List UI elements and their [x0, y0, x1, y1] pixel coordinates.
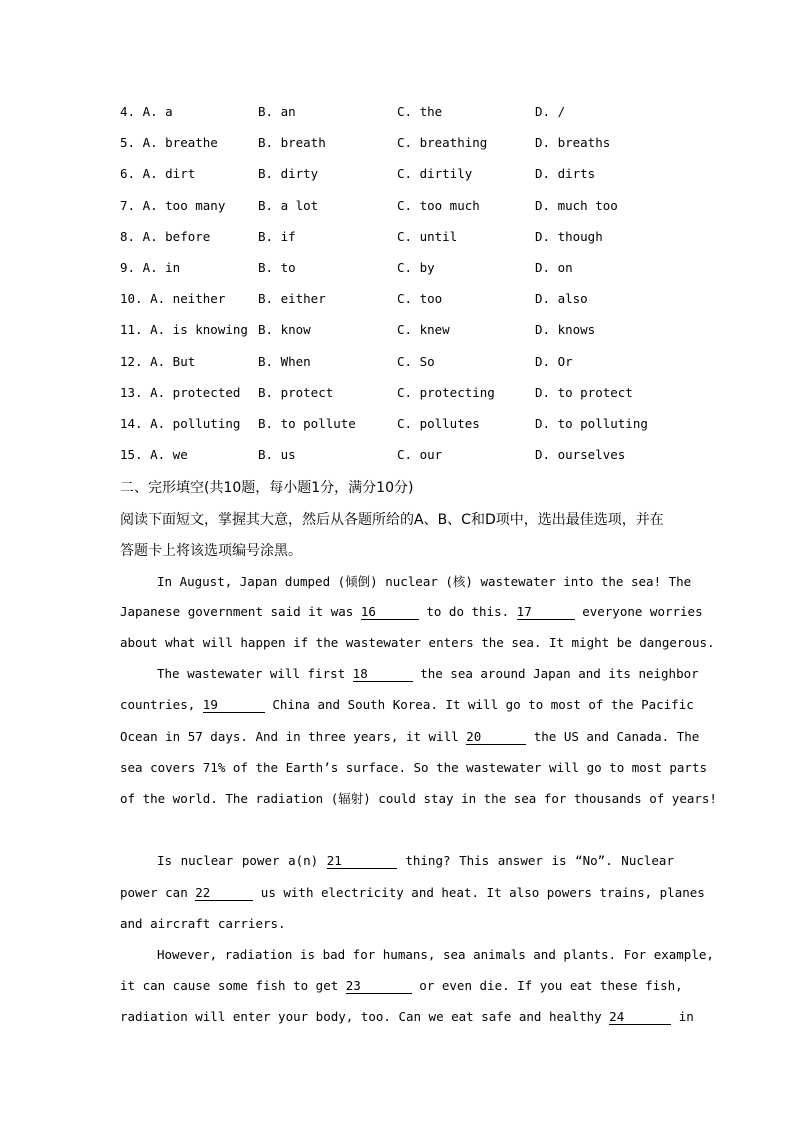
option-c: C. So	[397, 353, 435, 369]
passage-line: about what will happen if the wastewater enters the sea. It might be dangerous.	[120, 635, 715, 650]
option-d: D. on	[535, 260, 573, 275]
blank-19: 19	[203, 698, 265, 713]
option-a: 12. A. But	[120, 353, 196, 369]
option-c: C. pollutes	[397, 416, 480, 431]
option-d: D. much too	[535, 197, 618, 213]
instructions-line: 答题卡上将该选项编号涂黑。	[120, 543, 302, 559]
option-b: B. to pollute	[258, 416, 356, 431]
option-c: C. the	[397, 104, 443, 119]
option-d: D. dirts	[535, 166, 596, 182]
blank-17: 17	[517, 605, 575, 620]
option-c: C. too much	[397, 197, 480, 213]
blank-22: 22	[195, 886, 253, 901]
blank-16: 16	[361, 605, 419, 620]
passage-line: countries, 19 China and South Korea. It will go to most of the Pacific	[120, 697, 694, 712]
option-b: B. either	[258, 291, 326, 307]
option-d: D. /	[535, 104, 566, 119]
passage-line: Ocean in 57 days. And in three years, it will 20 the US and Canada. The	[120, 729, 700, 744]
option-a: 7. A. too many	[120, 197, 226, 213]
passage-line: sea covers 71% of the Earth’s surface. So the wastewater will go to most parts	[120, 760, 707, 775]
blank-23: 23	[346, 979, 412, 994]
option-b: B. know	[258, 322, 311, 338]
option-a: 6. A. dirt	[120, 166, 196, 182]
instructions-line: 阅读下面短文，掌握其大意，然后从各题所给的A、B、C和D项中，选出最佳选项，并在	[120, 512, 664, 528]
option-b: B. an	[258, 104, 296, 119]
passage-line: it can cause some fish to get 23 or even die. If you eat these fish,	[120, 978, 683, 993]
option-a: 8. A. before	[120, 228, 211, 244]
option-b: B. to	[258, 260, 296, 275]
option-c: C. too	[397, 291, 443, 307]
option-b: B. When	[258, 353, 311, 369]
passage-line: The wastewater will first 18 the sea around Japan and its neighbor	[157, 666, 699, 681]
option-d: D. ourselves	[535, 447, 626, 463]
passage-line: However, radiation is bad for humans, sea animals and plants. For example,	[157, 947, 714, 962]
blank-20: 20	[466, 730, 526, 745]
option-a: 10. A. neither	[120, 291, 226, 307]
option-d: D. to protect	[535, 384, 633, 400]
passage-line: power can 22 us with electricity and heat. It also powers trains, planes	[120, 885, 705, 900]
option-c: C. breathing	[397, 135, 488, 151]
blank-24: 24	[609, 1010, 671, 1025]
option-b: B. us	[258, 447, 296, 463]
blank-21: 21	[327, 854, 397, 869]
option-d: D. to polluting	[535, 416, 648, 431]
option-d: D. though	[535, 228, 603, 244]
option-d: D. Or	[535, 353, 573, 369]
option-c: C. until	[397, 228, 458, 244]
option-c: C. knew	[397, 322, 450, 338]
passage-line: Is nuclear power a(n) 21 thing? This answer is “No”. Nuclear	[157, 853, 674, 868]
option-c: C. dirtily	[397, 166, 473, 182]
option-a: 4. A. a	[120, 104, 173, 119]
passage-line: and aircraft carriers.	[120, 916, 286, 931]
option-c: C. our	[397, 447, 443, 463]
passage-line: Japanese government said it was 16 to do this. 17 everyone worries	[120, 604, 703, 619]
option-a: 15. A. we	[120, 447, 188, 463]
option-b: B. dirty	[258, 166, 319, 182]
option-a: 13. A. protected	[120, 384, 241, 400]
option-a: 9. A. in	[120, 260, 181, 275]
section-title: 二、完形填空(共10题，每小题1分，满分10分)	[120, 480, 414, 496]
passage-line: radiation will enter your body, too. Can we eat safe and healthy 24 in	[120, 1009, 694, 1024]
option-c: C. by	[397, 260, 435, 275]
blank-18: 18	[353, 667, 413, 682]
option-d: D. knows	[535, 322, 596, 338]
option-a: 5. A. breathe	[120, 135, 218, 151]
passage-line: In August, Japan dumped (倾倒) nuclear (核) wastewater into the sea! The	[157, 574, 692, 589]
option-b: B. a lot	[258, 197, 319, 213]
option-b: B. breath	[258, 135, 326, 151]
option-d: D. also	[535, 291, 588, 307]
option-b: B. protect	[258, 384, 334, 400]
passage-line: of the world. The radiation (辐射) could stay in the sea for thousands of years!	[120, 791, 717, 806]
option-d: D. breaths	[535, 135, 611, 151]
option-a: 11. A. is knowing	[120, 322, 248, 338]
option-b: B. if	[258, 228, 296, 244]
option-c: C. protecting	[397, 384, 495, 400]
option-a: 14. A. polluting	[120, 416, 241, 431]
